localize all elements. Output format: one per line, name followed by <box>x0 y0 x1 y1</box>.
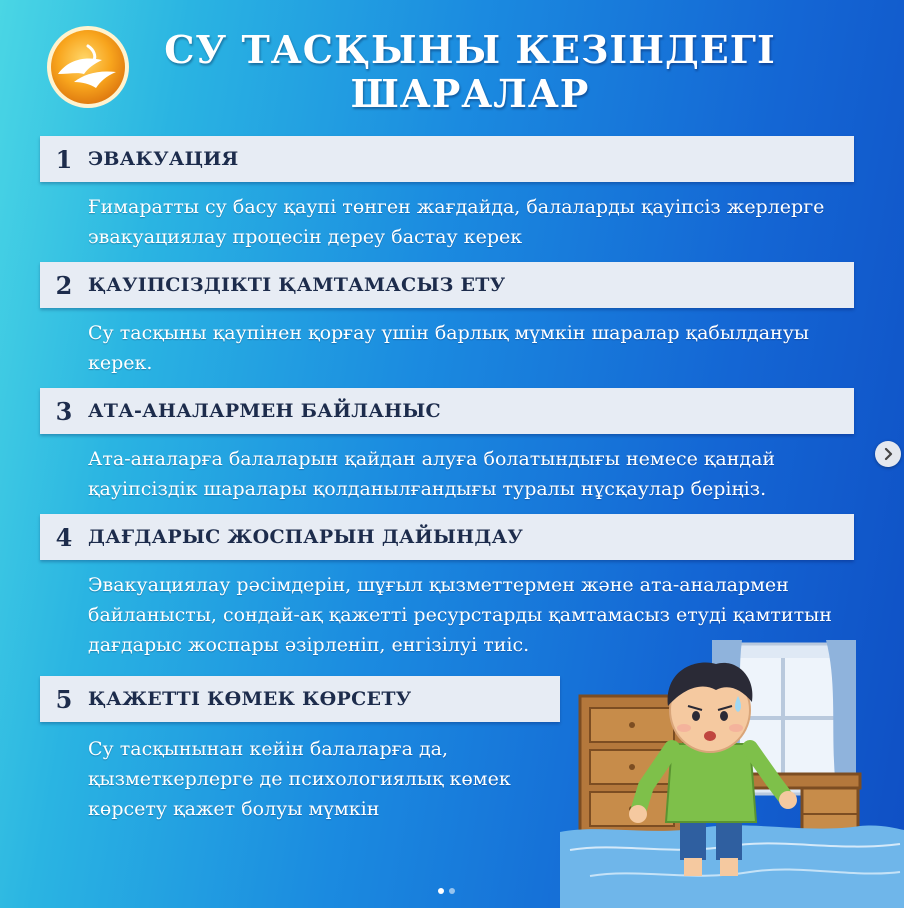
description-line: Ғимаратты су басу қаупі төнген жағдайда, балаларды қауіпсіз жерлерге <box>88 196 825 218</box>
description-line: Эвакуациялау рәсімдерін, шұғыл қызметтермен және ата-аналармен <box>88 574 789 596</box>
description-line: қызметкерлерге де психологиялық көмек <box>88 768 511 790</box>
title-line-2: ШАРАЛАР <box>350 71 590 116</box>
carousel-dot-active[interactable] <box>438 888 444 894</box>
description-line: эвакуациялау процесін дереу бастау керек <box>88 226 523 248</box>
measure-number: 1 <box>55 144 73 174</box>
next-slide-button[interactable] <box>875 441 901 467</box>
boy-shirt <box>666 744 756 822</box>
description-line: керек. <box>88 352 153 374</box>
description-line: қауіпсіздік шаралары қолданылғандығы туралы нұсқаулар беріңіз. <box>88 478 767 500</box>
desk-top <box>740 774 860 788</box>
measure-bar-1 <box>40 136 854 182</box>
measure-heading: ҚАЖЕТТІ КӨМЕК КӨРСЕТУ <box>88 688 412 710</box>
measure-heading: ҚАУІПСІЗДІКТІ ҚАМТАМАСЫЗ ЕТУ <box>88 274 506 296</box>
measure-number: 2 <box>55 270 73 300</box>
carousel-indicators <box>438 888 455 894</box>
measure-description-1 <box>88 192 824 252</box>
measure-bar-4 <box>40 514 854 560</box>
description-line: Су тасқыны қаупінен қорғау үшін барлық мүмкін шаралар қабылдануы <box>88 322 810 344</box>
measure-description-2 <box>88 318 809 378</box>
description-line: байланысты, сондай-ақ қажетті ресурстарды қамтамасыз етуді қамтитын <box>88 604 832 626</box>
measure-number: 5 <box>55 684 73 714</box>
page-title <box>150 28 790 116</box>
measure-number: 4 <box>55 522 73 552</box>
description-line: дағдарыс жоспары әзірленіп, енгізілуі тиіс. <box>88 634 530 656</box>
description-line: көрсету қажет болуы мүмкін <box>88 798 380 820</box>
flooded-room-boy-illustration <box>560 636 904 908</box>
hands-logo-icon <box>44 24 132 110</box>
chevron-right-icon <box>881 447 895 461</box>
title-line-1: СУ ТАСҚЫНЫ КЕЗІНДЕГІ <box>164 27 776 72</box>
measure-description-5 <box>88 734 511 824</box>
measure-bar-3 <box>40 388 854 434</box>
measure-heading: ЭВАКУАЦИЯ <box>88 148 239 170</box>
measure-description-3 <box>88 444 775 504</box>
measure-bar-5 <box>40 676 560 722</box>
measure-heading: ДАҒДАРЫС ЖОСПАРЫН ДАЙЫНДАУ <box>88 526 524 548</box>
description-line: Ата-аналарға балаларын қайдан алуға болатындығы немесе қандай <box>88 448 776 470</box>
measure-bar-2 <box>40 262 854 308</box>
description-line: Су тасқынынан кейін балаларға да, <box>88 738 449 760</box>
carousel-dot[interactable] <box>449 888 455 894</box>
right-edge-strip <box>904 0 914 908</box>
measure-number: 3 <box>55 396 73 426</box>
measure-heading: АТА-АНАЛАРМЕН БАЙЛАНЫС <box>88 400 441 422</box>
